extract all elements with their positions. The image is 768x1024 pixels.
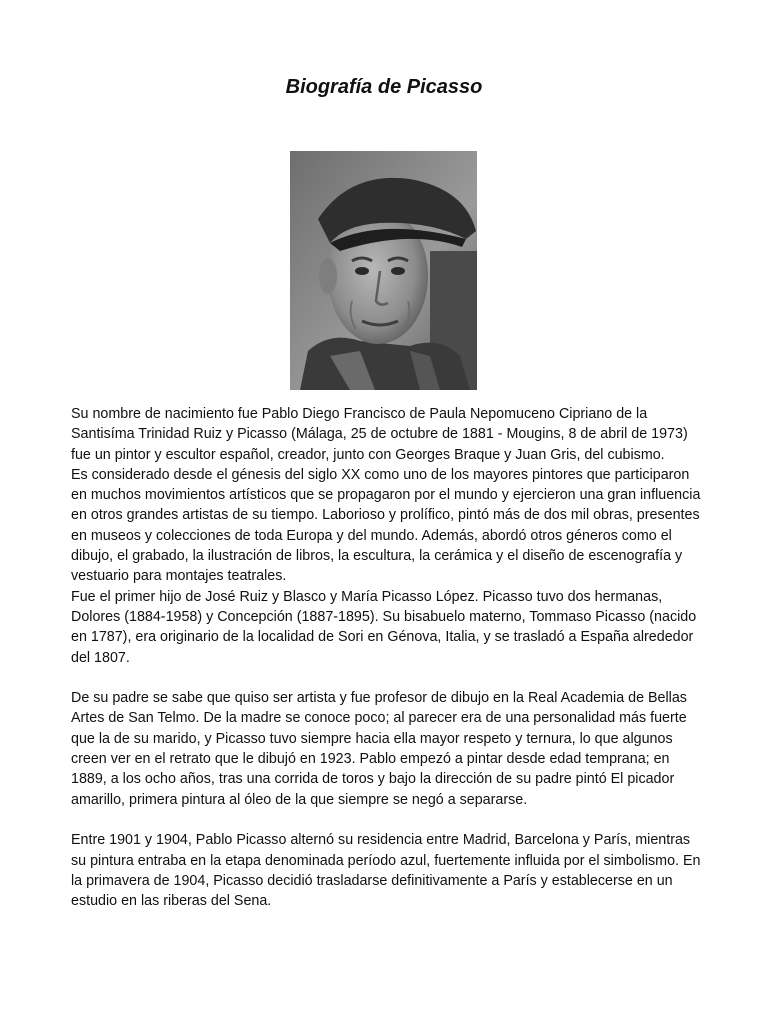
paragraph-spacer xyxy=(71,668,703,688)
portrait-photo xyxy=(290,151,477,390)
paragraph-spacer xyxy=(71,810,703,830)
paragraph-influence: Es considerado desde el génesis del siglo XX como uno de los mayores pintores que participaron en muchos movimientos artísticos que se propagaron por el mundo y ejercieron una gran influencia en otros grandes artistas de su tiempo. Laborioso y prolífico, pintó más de dos mil obras, presentes en museos y colecciones de toda Europa y del mundo. Además, abordó otros géneros como el dibujo, el grabado, la ilustración de libros, la escultura, la cerámica y el diseño de escenografía y vestuario para montajes teatrales. xyxy=(71,466,701,585)
paragraph-father: De su padre se sabe que quiso ser artista y fue profesor de dibujo en la Real Academia de Bellas Artes de San Telmo. De la madre se conoce poco; al parecer era de una personalidad más fuerte que la de su marido, y Picasso tuvo siempre hacia ella mayor respeto y ternura, lo que algunos creen ver en el retrato que le dibujó en 1923. Pablo empezó a pintar desde edad temprana; en 1889, a los ocho años, tras una corrida de toros y bajo la dirección de su padre pintó El picador amarillo, primera pintura al óleo de la que siempre se negó a separarse. xyxy=(71,690,687,808)
paragraph-family: Fue el primer hijo de José Ruiz y Blasco y María Picasso López. Picasso tuvo dos hermanas, Dolores (1884-1958) y Concepción (1887-1895). Su bisabuelo materno, Tommaso Picasso (nacido en 1787), era originario de la localidad de Sori en Génova, Italia, y se trasladó a España alrededor del 1807. xyxy=(71,588,697,666)
page-title: Biografía de Picasso xyxy=(285,76,483,98)
biography-text xyxy=(71,404,703,911)
paragraph-paris: Entre 1901 y 1904, Pablo Picasso alternó su residencia entre Madrid, Barcelona y París, mientras su pintura entraba en la etapa denominada período azul, fuertemente influida por el simbolismo. En la primavera de 1904, Picasso decidió trasladarse definitivamente a París y establecerse en un estudio en las riberas del Sena. xyxy=(71,832,701,910)
paragraph-birth: Su nombre de nacimiento fue Pablo Diego Francisco de Paula Nepomuceno Cipriano de la Santisíma Trinidad Ruiz y Picasso (Málaga, 25 de octubre de 1881 - Mougins, 8 de abril de 1973) fue un pintor y escultor español, creador, junto con Georges Braque y Juan Gris, del cubismo. xyxy=(71,406,688,463)
